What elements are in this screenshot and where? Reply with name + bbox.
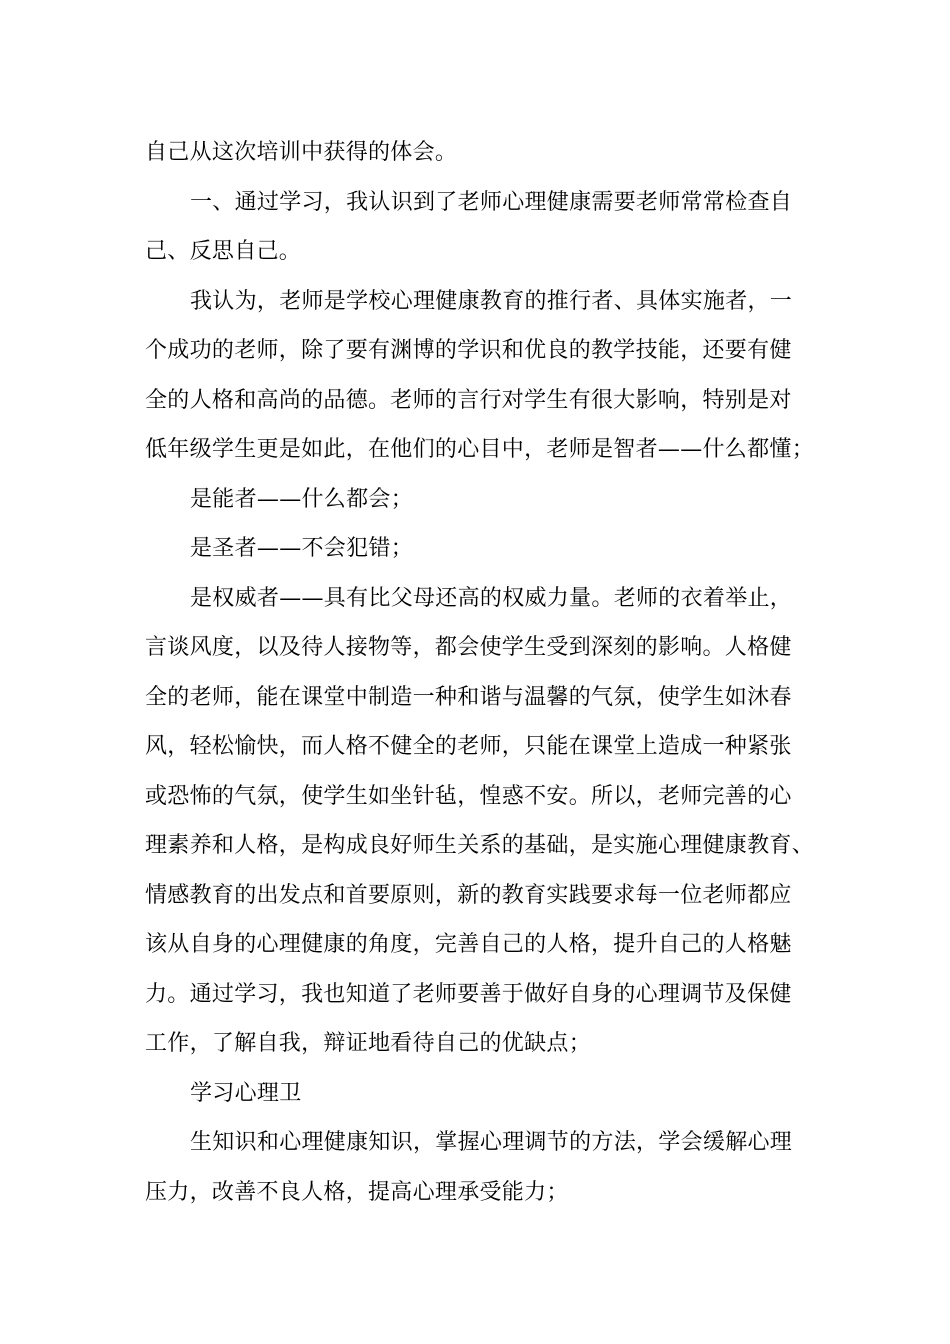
text-line: 是权威者——具有比父母还高的权威力量。老师的衣着举止，	[190, 585, 793, 611]
text-line: 生知识和心理健康知识，掌握心理调节的方法，学会缓解心理	[190, 1130, 793, 1155]
text-line: 力。通过学习，我也知道了老师要善于做好自身的心理调节及保健	[145, 981, 792, 1007]
text-line: 压力，改善不良人格，提高心理承受能力；	[145, 1179, 569, 1205]
text-line: 全的老师，能在课堂中制造一种和谐与温馨的气氛，使学生如沐春	[145, 684, 792, 710]
text-line: 我认为，老师是学校心理健康教育的推行者、具体实施者，一	[190, 288, 793, 314]
text-line: 一、通过学习，我认识到了老师心理健康需要老师常常检查自	[190, 189, 793, 215]
text-line: 或恐怖的气氛，使学生如坐针毡，惶惑不安。所以，老师完善的心	[145, 783, 792, 809]
text-line: 个成功的老师，除了要有渊博的学识和优良的教学技能，还要有健	[145, 338, 792, 363]
text-line: 言谈风度，以及待人接物等，都会使学生受到深刻的影响。人格健	[145, 635, 792, 660]
text-line: 情感教育的出发点和首要原则，新的教育实践要求每一位老师都应	[145, 882, 792, 908]
text-line: 该从自身的心理健康的角度，完善自己的人格，提升自己的人格魅	[145, 932, 792, 957]
text-line: 工作，了解自我，辩证地看待自己的优缺点；	[145, 1031, 592, 1056]
body-text	[145, 128, 825, 1217]
text-line: 自己从这次培训中获得的体会。	[145, 140, 458, 165]
text-line: 己、反思自己。	[145, 239, 302, 264]
text-line: 低年级学生更是如此，在他们的心目中，老师是智者——什么都懂；	[145, 437, 815, 462]
text-line: 全的人格和高尚的品德。老师的言行对学生有很大影响，特别是对	[145, 387, 792, 413]
text-line: 是能者——什么都会；	[190, 486, 414, 512]
text-line: 理素养和人格，是构成良好师生关系的基础，是实施心理健康教育、	[145, 833, 815, 858]
text-line: 学习心理卫	[190, 1080, 302, 1106]
text-line: 风，轻松愉快，而人格不健全的老师，只能在课堂上造成一种紧张	[145, 734, 792, 759]
text-line: 是圣者——不会犯错；	[190, 536, 414, 561]
